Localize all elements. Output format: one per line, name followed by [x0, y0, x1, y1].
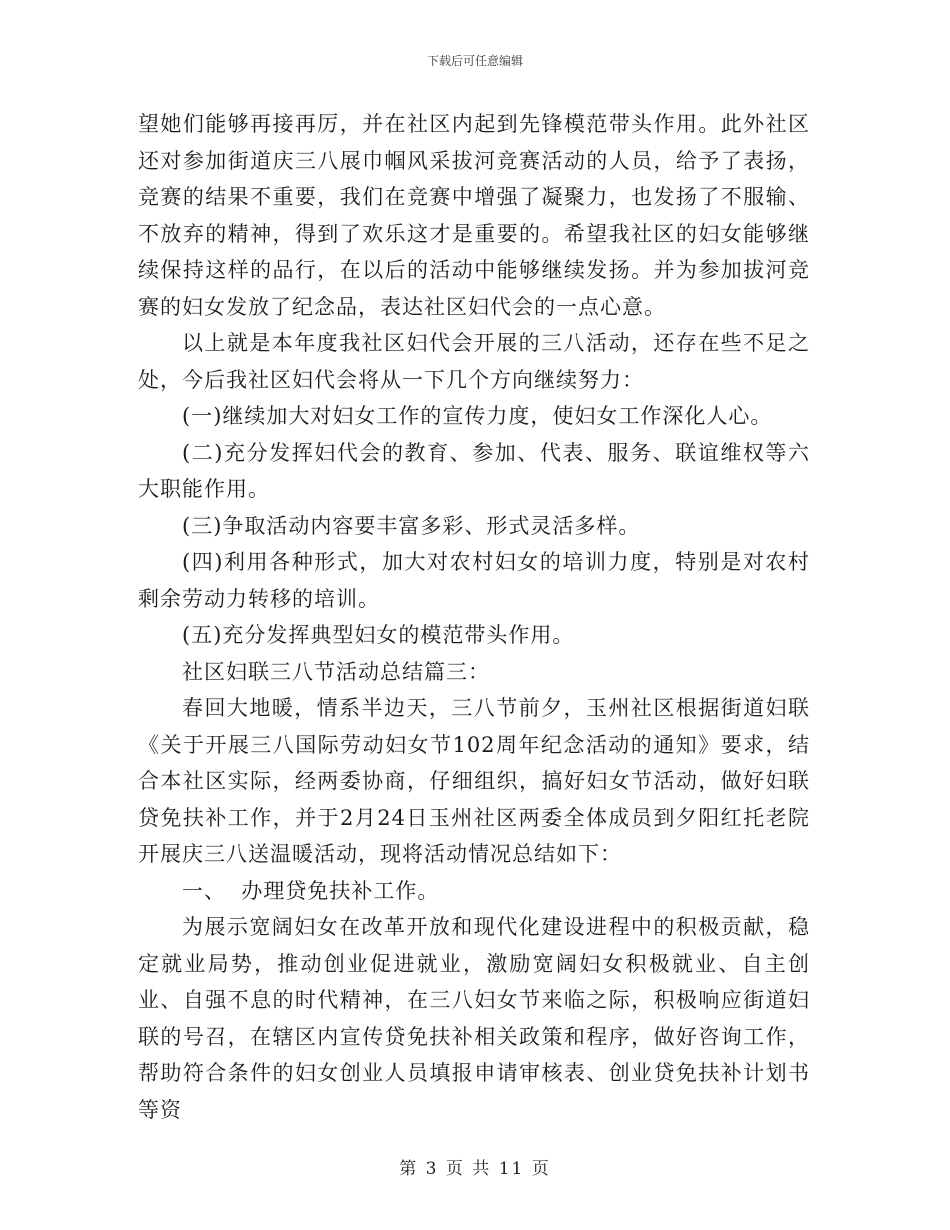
section-heading: 一、 办理贷免扶补工作。 — [182, 878, 440, 903]
paragraph: 望她们能够再接再厉，并在社区内起到先锋模范带头作用。此外社区还对参加街道庆三八展巾帼风采拔河竞赛活动的人员，给予了表扬，竞赛的结果不重要，我们在竞赛中增强了凝聚力，也发扬了不服输、不放弃的精神，得到了欢乐这才是重要的。希望我社区的妇女能够继续保持这样的品行，在以后的活动中能够继续发扬。并为参加拔河竞赛的妇女发放了纪念品，表达社区妇代会的一点心意。 — [138, 112, 810, 319]
list-item: (五)充分发挥典型妇女的模范带头作用。 — [182, 623, 575, 647]
section-title: 社区妇联三八节活动总结篇三： — [182, 659, 490, 684]
list-item: (三)争取活动内容要丰富多彩、形式灵活多样。 — [182, 513, 641, 538]
paragraph: 春回大地暖，情系半边天，三八节前夕，玉州社区根据街道妇联《关于开展三八国际劳动妇女节102周年纪念活动的通知》要求，结合本社区实际，经两委协商，仔细组织，搞好妇女节活动，做好妇联贷免扶补工作，并于2月24日玉州社区两委全体成员到夕阳红托老院开展庆三八送温暖活动，现将活动情况总结如下： — [138, 696, 810, 866]
page-number: 第 3 页 共 11 页 — [399, 1159, 551, 1179]
paragraph: 以上就是本年度我社区妇代会开展的三八活动，还存在些不足之处，今后我社区妇代会将从一下几个方向继续努力： — [138, 331, 810, 392]
list-item: (四)利用各种形式，加大对农村妇女的培训力度，特别是对农村剩余劳动力转移的培训。 — [138, 550, 810, 611]
list-item: (一)继续加大对妇女工作的宣传力度，使妇女工作深化人心。 — [182, 404, 773, 428]
paragraph: 为展示宽阔妇女在改革开放和现代化建设进程中的积极贡献，稳定就业局势，推动创业促进就业，激励宽阔妇女积极就业、自主创业、自强不息的时代精神，在三八妇女节来临之际，积极响应街道妇联的号召，在辖区内宣传贷免扶补相关政策和程序，做好咨询工作，帮助符合条件的妇女创业人员填报申请审核表、创业贷免扶补计划书等资 — [138, 915, 810, 1122]
page-header: 下载后可任意编辑 — [426, 54, 523, 68]
document-body — [138, 106, 810, 1128]
list-item: (二)充分发挥妇代会的教育、参加、代表、服务、联谊维权等六大职能作用。 — [138, 440, 810, 501]
